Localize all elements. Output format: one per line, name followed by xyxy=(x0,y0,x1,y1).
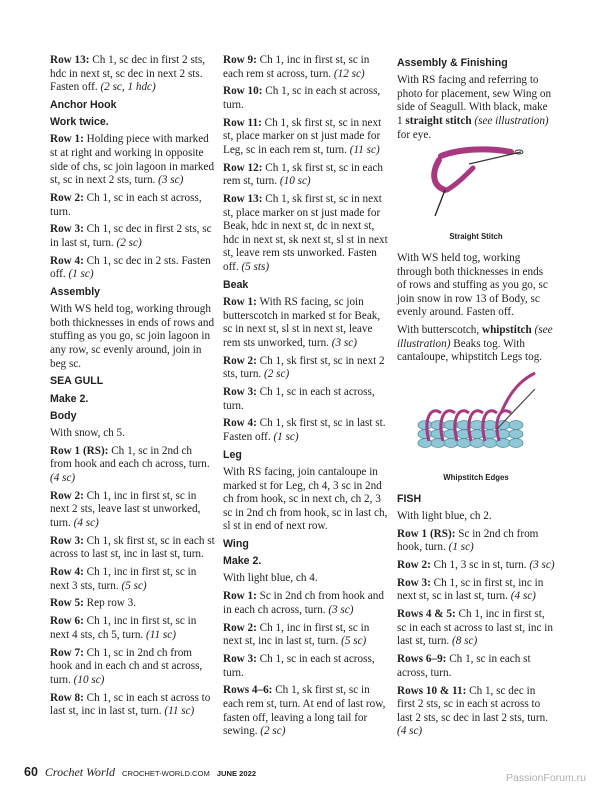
magazine-name: Crochet World xyxy=(44,765,116,779)
row-label: Rows 6–9: xyxy=(397,653,447,666)
section-heading: Work twice. xyxy=(50,116,109,129)
row-label: Row 3: xyxy=(397,576,431,589)
magazine-site: CROCHET-WORLD.COM xyxy=(122,769,210,778)
row-label: Row 3: xyxy=(223,652,257,665)
section-heading: Body xyxy=(50,409,77,422)
instruction-paragraph xyxy=(397,510,555,524)
whipstitch-illustration xyxy=(397,369,555,485)
instruction-text: Ch 1, inc in first st, sc in next st, inc in last st, turn. xyxy=(223,621,370,648)
instruction-text: Ch 1, sc dec in first 2 sts, hdc in next st, sc dec in next 2 sts. Fasten off. xyxy=(50,54,206,94)
instruction-paragraph xyxy=(397,608,555,649)
row-label: Row 1: xyxy=(223,590,257,603)
instruction-paragraph xyxy=(397,252,555,320)
stitch-count: (3 sc) xyxy=(328,603,354,616)
instruction-text: Ch 1, sk first st, sc in each rem st, turn. At end of last row, fasten off, leaving a long tail for sewing. xyxy=(223,684,386,738)
illustration-reference: (see illustration) xyxy=(471,114,549,127)
row-label: Row 2: xyxy=(397,559,431,571)
column-left xyxy=(50,54,215,723)
section-heading: FISH xyxy=(397,492,422,505)
stitch-count: (2 sc) xyxy=(264,368,290,381)
instruction-paragraph xyxy=(397,528,555,555)
row-label: Row 1 (RS): xyxy=(397,527,456,540)
instruction-text: for eye. xyxy=(397,128,432,141)
illustration-caption: Whipstitch Edges xyxy=(443,473,509,483)
instruction-paragraph xyxy=(223,85,388,112)
illustration-reference: (see illustration) xyxy=(397,324,553,350)
section-heading: Leg xyxy=(223,448,242,461)
instruction-paragraph xyxy=(223,653,388,680)
instruction-paragraph xyxy=(223,590,388,617)
instruction-paragraph xyxy=(50,223,215,250)
stitch-count: (8 sc) xyxy=(452,635,478,648)
instruction-paragraph xyxy=(50,303,215,371)
section-heading: Beak xyxy=(223,278,249,291)
instruction-text: Ch 1, sk first st, sc in each st across to last st, inc in last st, turn. xyxy=(50,534,215,561)
instruction-text: Sc in 2nd ch from hook, turn. xyxy=(397,527,539,554)
instruction-text: With snow, ch 5. xyxy=(50,426,125,439)
instruction-paragraph xyxy=(50,647,215,688)
instruction-text: Ch 1, inc in first st, sc in each st across to last st, inc in last st, turn. xyxy=(397,608,553,648)
instruction-paragraph xyxy=(223,117,388,158)
instruction-text: Ch 1, sc in 2nd ch from hook and each ch across, turn. xyxy=(50,444,210,471)
instruction-paragraph xyxy=(50,445,215,486)
instruction-paragraph xyxy=(397,685,555,739)
instruction-paragraph xyxy=(223,386,388,413)
instruction-paragraph xyxy=(223,684,388,738)
section-heading: Anchor Hook xyxy=(50,98,117,111)
instruction-text: Sc in 2nd ch from hook and in each ch across, turn. xyxy=(223,590,384,616)
column-middle xyxy=(223,54,388,743)
stitch-count: (1 sc) xyxy=(448,541,474,554)
instruction-paragraph xyxy=(50,133,215,187)
instruction-paragraph xyxy=(50,597,215,611)
stitch-count: (10 sc) xyxy=(279,175,311,188)
instruction-text: Ch 1, sc dec in first 2 sts, sc in each st across to last 2 sts, sc dec in last 2 sts, turn. xyxy=(397,684,549,724)
row-label: Row 2: xyxy=(223,354,257,367)
row-label: Row 2: xyxy=(223,621,257,634)
row-label: Rows 4–6: xyxy=(223,684,273,697)
row-label: Row 1 (RS): xyxy=(50,444,109,457)
instruction-text: Ch 1, sc in each st across to last st, inc in last st, turn. xyxy=(50,691,211,718)
row-label: Row 13: xyxy=(223,193,263,206)
row-label: Row 3: xyxy=(223,385,257,398)
instruction-text: Ch 1, sk first st, sc in last st. Fasten off. xyxy=(223,417,386,443)
section-heading: Make 2. xyxy=(50,392,89,405)
instruction-text: With butterscotch, xyxy=(397,324,482,337)
instruction-text: With RS facing, join cantaloupe in marked st for Leg, ch 4, 3 sc in 2nd ch from hook, sc in next ch, ch 2, 3 sc in 2nd ch from hook, sc in last ch, sl st in end of next row. xyxy=(223,465,388,533)
stitch-count: (4 sc) xyxy=(73,516,99,529)
instruction-paragraph xyxy=(50,490,215,531)
stitch-count: (5 sc) xyxy=(121,579,147,592)
stitch-count: (2 sc) xyxy=(260,725,286,738)
section-heading: Make 2. xyxy=(223,555,262,568)
instruction-text: With WS held tog, working through both thicknesses in ends of rows and stuffing as you go, sc join lagoon in any row, sc evenly around, join in beg sc. xyxy=(50,303,215,370)
instruction-text: Ch 1, sk first st, sc in next st, place marker on st just made for Leg, sc in each rem st, turn. xyxy=(223,116,382,156)
row-label: Row 4: xyxy=(50,254,84,267)
row-label: Row 1: xyxy=(50,133,84,146)
instruction-text: With light blue, ch 4. xyxy=(223,572,318,585)
stitch-count: (1 sc) xyxy=(273,430,299,443)
stitch-count: (2 sc) xyxy=(116,236,142,249)
stitch-count: (1 sc) xyxy=(68,268,94,281)
instruction-text: Ch 1, sc in first st, inc in next st, sc in last st, turn. xyxy=(397,576,544,603)
instruction-text: With WS held tog, working through both thicknesses in ends of rows and stuffing as you go, sc join snow in row 13 of Body, sc evenly around. Fasten off. xyxy=(397,251,548,319)
instruction-paragraph xyxy=(50,535,215,562)
instruction-text: Ch 1, sc in each st across, turn. xyxy=(50,191,202,218)
row-label: Rows 10 & 11: xyxy=(397,684,467,697)
instruction-text: Ch 1, sc dec in 2 sts. Fasten off. xyxy=(50,254,211,281)
row-label: Row 3: xyxy=(50,223,84,236)
instruction-text: With light blue, ch 2. xyxy=(397,509,492,522)
stitch-count: (4 sc) xyxy=(397,725,423,738)
column-right xyxy=(397,54,555,743)
instruction-text: Beaks tog. With cantaloupe, whipstitch Legs tog. xyxy=(397,337,543,364)
instruction-paragraph xyxy=(50,192,215,219)
row-label: Row 12: xyxy=(223,161,263,174)
straight-stitch-illustration xyxy=(397,146,555,244)
stitch-count: (3 sc) xyxy=(158,174,184,187)
instruction-text: Ch 1, sc in each st across, turn. xyxy=(223,85,381,111)
stitch-count: (3 sc) xyxy=(529,559,555,571)
row-label: Row 7: xyxy=(50,646,84,659)
instruction-text: Ch 1, inc in first st, sc in next 3 sts, turn. xyxy=(50,566,197,592)
row-label: Row 2: xyxy=(50,191,84,204)
row-label: Row 4: xyxy=(223,417,257,430)
row-label: Row 11: xyxy=(223,116,262,129)
stitch-count: (5 sc) xyxy=(341,635,367,648)
watermark: PassionForum.ru xyxy=(506,772,586,784)
page-number: 60 xyxy=(24,765,38,779)
instruction-paragraph xyxy=(223,296,388,350)
row-label: Row 3: xyxy=(50,534,84,547)
section-heading: SEA GULL xyxy=(50,375,104,388)
stitch-count: (4 sc) xyxy=(510,590,536,603)
row-label: Rows 4 & 5: xyxy=(397,608,456,621)
instruction-text: Ch 1, sc in each st across, turn. xyxy=(223,652,375,679)
instruction-text: Rep row 3. xyxy=(83,597,137,610)
row-label: Row 2: xyxy=(50,489,84,502)
instruction-text: Ch 1, inc in first st, sc in next 4 sts, ch 5, turn. xyxy=(50,615,197,641)
issue-date: JUNE 2022 xyxy=(216,769,257,778)
instruction-paragraph xyxy=(50,255,215,282)
row-label: Row 1: xyxy=(223,296,257,309)
row-label: Row 5: xyxy=(50,597,84,610)
stitch-count: (3 sc) xyxy=(331,336,357,349)
whipstitch-diagram xyxy=(411,369,541,469)
instruction-text: With RS facing, sc join butterscotch in marked st for Beak, sc in next st, sl st in next st, leave rem sts unworked, turn. xyxy=(223,296,381,349)
instruction-paragraph xyxy=(397,559,555,573)
stitch-term: whipstitch xyxy=(482,324,532,337)
instruction-paragraph xyxy=(397,653,555,680)
stitch-count: (4 sc) xyxy=(50,471,76,484)
stitch-count: (10 sc) xyxy=(73,673,105,686)
instruction-paragraph xyxy=(223,54,388,81)
row-label: Row 4: xyxy=(50,566,84,579)
instruction-paragraph xyxy=(223,193,388,275)
instruction-paragraph xyxy=(223,162,388,189)
row-label: Row 6: xyxy=(50,615,84,628)
section-heading: Assembly xyxy=(50,286,101,299)
page-footer xyxy=(24,765,256,780)
instruction-text: Ch 1, inc in first st, sc in next 2 sts, leave last st unworked, turn. xyxy=(50,489,201,529)
instruction-paragraph xyxy=(223,572,388,586)
instruction-text: Ch 1, sc in each st across, turn. xyxy=(223,385,375,412)
stitch-count: (11 sc) xyxy=(146,628,176,641)
section-heading: Assembly & Finishing xyxy=(397,57,508,69)
instruction-text: Ch 1, sc in 2nd ch from hook and in each ch and st across, turn. xyxy=(50,646,203,686)
stitch-count: (11 sc) xyxy=(164,705,195,718)
instruction-paragraph xyxy=(50,54,215,95)
instruction-paragraph xyxy=(223,417,388,444)
stitch-count: (12 sc) xyxy=(333,67,365,80)
instruction-paragraph xyxy=(223,622,388,649)
instruction-text: Ch 1, 3 sc in st, turn. xyxy=(430,559,530,571)
row-label: Row 8: xyxy=(50,691,84,704)
stitch-term: straight stitch xyxy=(405,114,472,127)
row-label: Row 9: xyxy=(223,54,257,66)
instruction-text: Ch 1, sk first st, sc in next 2 sts, turn. xyxy=(223,354,385,381)
stitch-count: (2 sc, 1 hdc) xyxy=(100,81,156,94)
instruction-text: Holding piece with marked st at right and working in opposite side of chs, sc join lagoon in marked st, sc in next 2 sts, turn. xyxy=(50,133,215,187)
instruction-paragraph xyxy=(50,566,215,593)
stitch-count: (5 sts) xyxy=(241,261,270,274)
instruction-paragraph xyxy=(50,427,215,441)
stitch-count: (11 sc) xyxy=(349,143,380,156)
row-label: Row 10: xyxy=(223,85,263,98)
row-label: Row 13: xyxy=(50,54,90,66)
instruction-text: Ch 1, sc in each st across, turn. xyxy=(397,653,531,679)
instruction-text: Ch 1, sc dec in first 2 sts, sc in last st, turn. xyxy=(50,223,212,249)
instruction-paragraph xyxy=(397,74,555,142)
instruction-paragraph xyxy=(50,615,215,642)
section-heading: Wing xyxy=(223,538,249,551)
instruction-text: Ch 1, sk first st, sc in next st, place marker on st just made for Beak, hdc in next st, dc in next st, hdc in next st, sk next st, sl st in next st, leave rem sts unworked. Fasten off. xyxy=(223,193,388,274)
instruction-text: Ch 1, sk first st, sc in each rem st, turn. xyxy=(223,161,384,188)
straight-stitch-diagram xyxy=(421,146,531,228)
instruction-paragraph xyxy=(397,577,555,604)
instruction-paragraph xyxy=(223,355,388,382)
illustration-caption: Straight Stitch xyxy=(449,232,503,242)
instruction-text: Ch 1, inc in first st, sc in each rem st across, turn. xyxy=(223,54,370,80)
instruction-paragraph xyxy=(50,692,215,719)
instruction-text: With RS facing and referring to photo for placement, sew Wing on side of Seagull. With black, make 1 xyxy=(397,74,552,127)
instruction-paragraph xyxy=(397,324,555,365)
instruction-paragraph xyxy=(223,466,388,534)
